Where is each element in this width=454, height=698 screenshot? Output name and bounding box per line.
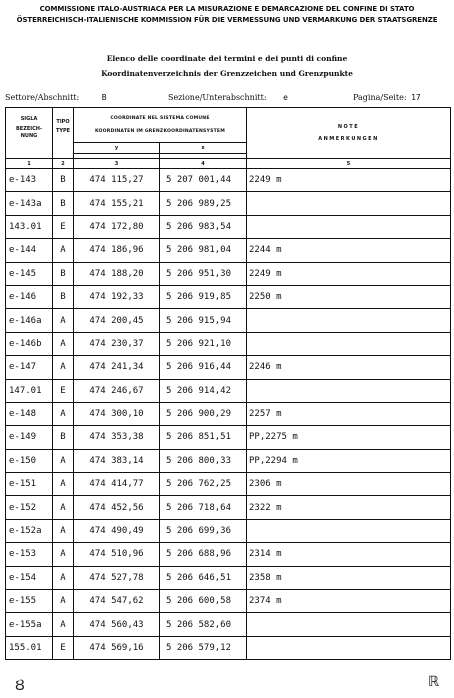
table-row [6,215,451,238]
y-coordinate-cell: 474 547,62 [74,590,160,613]
x-coordinate-cell: 5 206 582,60 [160,613,247,636]
x-coordinate-cell: 5 206 762,25 [160,473,247,496]
x-coordinate-cell: 5 206 951,30 [160,262,247,285]
table-row [6,192,451,215]
sector-value: B [101,93,107,102]
sigla-cell: 155.01 [6,636,53,659]
tipo-cell: A [53,473,74,496]
tipo-cell: A [53,543,74,566]
table-row [6,496,451,519]
sigla-cell: e-153 [6,543,53,566]
x-coordinate-cell: 5 206 981,04 [160,239,247,262]
note-label-it: NOTE [337,124,360,130]
note-cell: PP,2275 m [247,426,451,449]
x-coordinate-cell: 5 206 646,51 [160,566,247,589]
header-row [6,108,451,143]
y-coordinate-cell: 474 230,37 [74,332,160,355]
tipo-cell: A [53,519,74,542]
y-coordinate-cell: 474 188,20 [74,262,160,285]
coord-label-it: COORDINATE NEL SISTEMA COMUNE [110,116,210,121]
table-row [6,402,451,425]
y-coordinate-cell: 474 510,96 [74,543,160,566]
note-cell [247,379,451,402]
tipo-cell: A [53,496,74,519]
sigla-cell: 147.01 [6,379,53,402]
tipo-cell: A [53,239,74,262]
sigla-cell: e-143a [6,192,53,215]
tipo-cell: B [53,192,74,215]
sigla-cell: e-151 [6,473,53,496]
y-coordinate-cell: 474 200,45 [74,309,160,332]
list-title-it: Elenco delle coordinate dei termini e dei punti di confine [106,54,348,63]
page-field [353,93,421,102]
sigla-cell: e-143 [6,169,53,192]
note-cell: 2257 m [247,402,451,425]
table-row [6,262,451,285]
x-coordinate-cell: 5 206 800,33 [160,449,247,472]
note-label-de: ANMERKUNGEN [318,136,379,142]
tipo-cell: A [53,332,74,355]
y-coordinate-cell: 474 569,16 [74,636,160,659]
y-coordinate-cell: 474 527,78 [74,566,160,589]
type-label: TYPE [55,128,71,134]
y-coordinate-cell: 474 241,34 [74,356,160,379]
sigla-cell: e-145 [6,262,53,285]
nung-label: NUNG [20,133,38,139]
list-title-de: Koordinatenverzeichnis der Grenzzeichen und Grenzpunkte [101,69,353,78]
column-number-row [6,159,451,169]
tipo-cell: A [53,613,74,636]
x-coordinate-cell: 5 206 983,54 [160,215,247,238]
x-header: x [160,143,247,154]
y-coordinate-cell: 474 192,33 [74,285,160,308]
handwritten-initials-left: Ȣ [15,678,25,694]
sigla-cell: e-154 [6,566,53,589]
note-cell: 2314 m [247,543,451,566]
note-cell: 2249 m [247,169,451,192]
tipo-cell: A [53,309,74,332]
note-cell [247,215,451,238]
table-row [6,239,451,262]
tipo-cell: B [53,426,74,449]
note-cell [247,309,451,332]
x-coordinate-cell: 5 206 919,85 [160,285,247,308]
y-coordinate-cell: 474 155,21 [74,192,160,215]
col-number: 5 [247,159,451,169]
x-coordinate-cell: 5 207 001,44 [160,169,247,192]
page-label: Pagina/Seite: [353,93,407,102]
tipo-cell: B [53,285,74,308]
sigla-cell: 143.01 [6,215,53,238]
coordinates-header [74,108,247,143]
x-coordinate-cell: 5 206 916,44 [160,356,247,379]
x-coordinate-cell: 5 206 579,12 [160,636,247,659]
table-row [6,332,451,355]
coord-label-de: KOORDINATEN IM GRENZKOORDINATENSYSTEM [94,129,226,134]
note-cell: 2249 m [247,262,451,285]
sigla-cell: e-146a [6,309,53,332]
x-coordinate-cell: 5 206 600,58 [160,590,247,613]
tipo-cell: A [53,590,74,613]
section-label: Sezione/Unterabschnitt: [168,93,267,102]
note-cell: PP,2294 m [247,449,451,472]
col-number: 3 [74,159,160,169]
table-row [6,519,451,542]
sigla-cell: e-146 [6,285,53,308]
table-row [6,356,451,379]
table-row [6,309,451,332]
note-cell: 2358 m [247,566,451,589]
note-cell: 2250 m [247,285,451,308]
note-cell: 2306 m [247,473,451,496]
note-cell: 2322 m [247,496,451,519]
x-coordinate-cell: 5 206 914,42 [160,379,247,402]
tipo-cell: A [53,566,74,589]
page-value: 17 [411,93,421,102]
sigla-cell: e-148 [6,402,53,425]
y-coordinate-cell: 474 186,96 [74,239,160,262]
tipo-label: TIPO [56,119,70,125]
tipo-cell: B [53,262,74,285]
sigla-cell: e-147 [6,356,53,379]
table-row [6,543,451,566]
x-coordinate-cell: 5 206 900,29 [160,402,247,425]
sigla-cell: e-146b [6,332,53,355]
table-row [6,566,451,589]
table-row [6,169,451,192]
section-value: e [283,93,288,102]
y-coordinate-cell: 474 452,56 [74,496,160,519]
sigla-label: SIGLA [20,116,38,122]
col-number: 1 [6,159,53,169]
sector-label: Settore/Abschnitt: [5,93,80,102]
x-coordinate-cell: 5 206 718,64 [160,496,247,519]
tipo-cell: B [53,169,74,192]
sigla-cell: e-152 [6,496,53,519]
tipo-cell: A [53,356,74,379]
note-cell [247,613,451,636]
note-cell: 2246 m [247,356,451,379]
x-coordinate-cell: 5 206 921,10 [160,332,247,355]
note-cell: 2244 m [247,239,451,262]
y-coordinate-cell: 474 490,49 [74,519,160,542]
sigla-cell: e-155 [6,590,53,613]
bezeich-label: BEZEICH- [15,126,43,132]
x-coordinate-cell: 5 206 851,51 [160,426,247,449]
x-coordinate-cell: 5 206 688,96 [160,543,247,566]
x-coordinate-cell: 5 206 699,36 [160,519,247,542]
sigla-cell: e-155a [6,613,53,636]
y-coordinate-cell: 474 353,38 [74,426,160,449]
tipo-cell: E [53,379,74,402]
tipo-cell: E [53,636,74,659]
y-header: y [74,143,160,154]
note-cell: 2374 m [247,590,451,613]
tipo-cell: A [53,402,74,425]
note-cell [247,192,451,215]
table-row [6,449,451,472]
table-row [6,590,451,613]
table-row [6,473,451,496]
sector-field [5,93,107,102]
tipo-cell: E [53,215,74,238]
y-coordinate-cell: 474 414,77 [74,473,160,496]
col-number: 4 [160,159,247,169]
note-cell [247,332,451,355]
sigla-cell: e-144 [6,239,53,262]
col-number: 2 [53,159,74,169]
note-header [247,108,451,159]
handwritten-initials-right: ℝ [428,674,440,690]
y-coordinate-cell: 474 172,80 [74,215,160,238]
y-coordinate-cell: 474 115,27 [74,169,160,192]
y-coordinate-cell: 474 383,14 [74,449,160,472]
sigla-cell: e-150 [6,449,53,472]
tipo-cell: A [53,449,74,472]
table-row [6,636,451,659]
table-row [6,426,451,449]
note-cell [247,519,451,542]
x-coordinate-cell: 5 206 915,94 [160,309,247,332]
y-coordinate-cell: 474 560,43 [74,613,160,636]
commission-title-it: COMMISSIONE ITALO-AUSTRIACA PER LA MISURAZIONE E DEMARCAZIONE DEL CONFINE DI STATO [39,5,415,13]
sigla-header [6,108,53,159]
sigla-cell: e-149 [6,426,53,449]
y-coordinate-cell: 474 300,10 [74,402,160,425]
commission-title-de: ÖSTERREICHISCH-ITALIENISCHE KOMMISSION FÜR DIE VERMESSUNG UND VERMARKUNG DER STAATSGRENZE [16,16,438,24]
sigla-cell: e-152a [6,519,53,542]
y-coordinate-cell: 474 246,67 [74,379,160,402]
table-row [6,379,451,402]
x-coordinate-cell: 5 206 989,25 [160,192,247,215]
section-field [168,93,288,102]
table-row [6,285,451,308]
table-row [6,613,451,636]
tipo-header [53,108,74,159]
note-cell [247,636,451,659]
coordinates-table [5,107,451,660]
